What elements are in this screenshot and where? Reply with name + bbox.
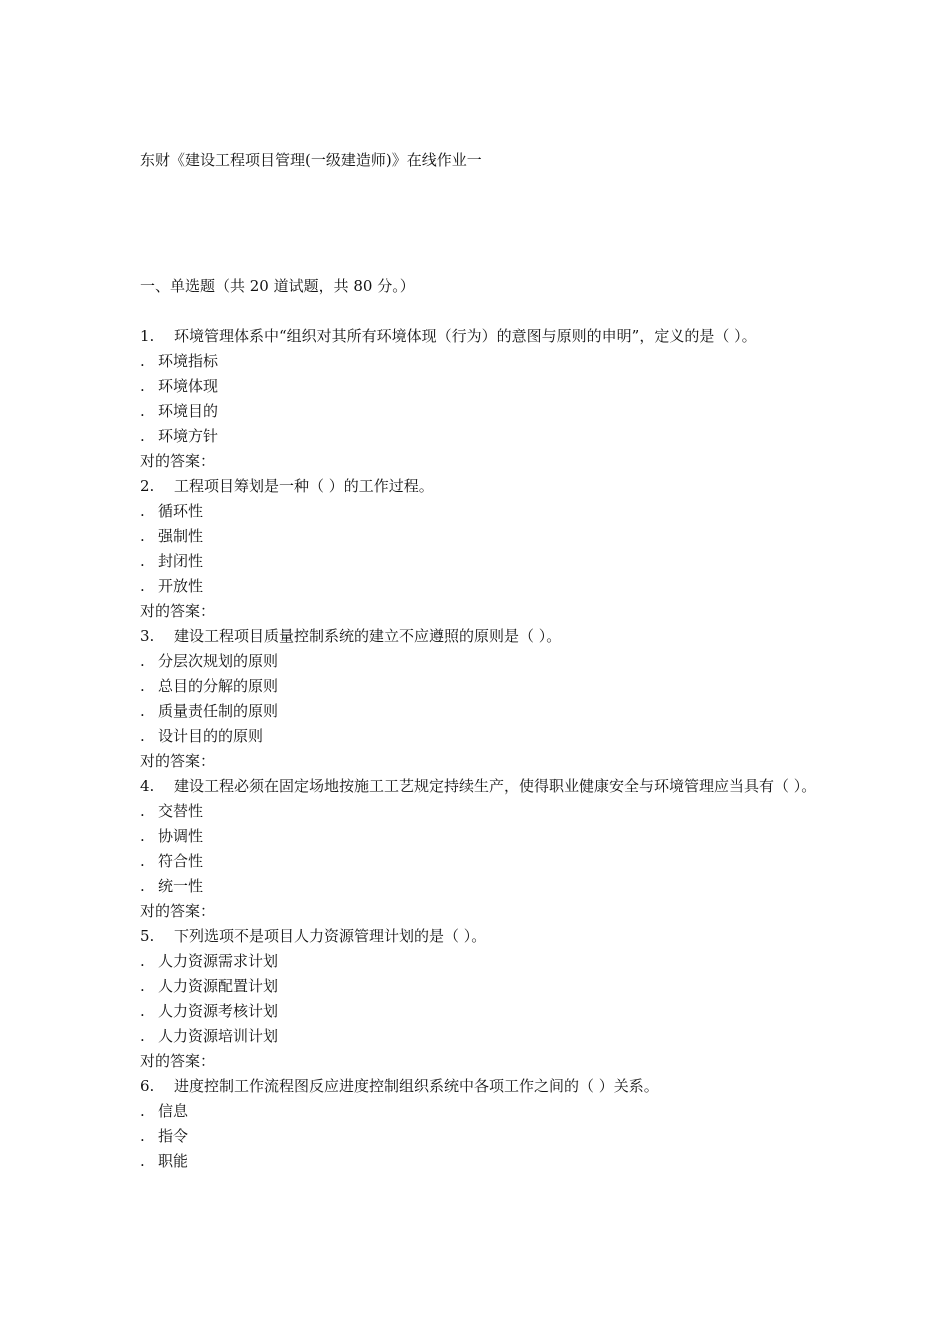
document-page	[140, 0, 820, 1344]
answer-option	[140, 999, 820, 1024]
question-stem	[140, 474, 820, 499]
option-bullet: .	[140, 727, 145, 745]
question-text: 下列选项不是项目人力资源管理计划的是（ ）。	[174, 927, 487, 945]
question-number: 2.	[140, 477, 155, 495]
answer-label: 对的答案：	[140, 452, 216, 470]
question-block	[140, 924, 820, 1074]
answer-option	[140, 799, 820, 824]
option-text: 环境指标	[158, 352, 219, 370]
question-number: 1.	[140, 327, 155, 345]
answer-option	[140, 399, 820, 424]
option-text: 设计目的的原则	[158, 727, 264, 745]
option-bullet: .	[140, 1127, 145, 1145]
answer-option	[140, 1024, 820, 1049]
option-text: 环境方针	[158, 427, 219, 445]
answer-option	[140, 674, 820, 699]
question-number: 3.	[140, 627, 155, 645]
option-bullet: .	[140, 552, 145, 570]
option-text: 质量责任制的原则	[158, 702, 279, 720]
option-text: 指令	[158, 1127, 189, 1145]
option-bullet: .	[140, 827, 145, 845]
answer-option	[140, 649, 820, 674]
option-text: 强制性	[158, 527, 204, 545]
answer-option	[140, 349, 820, 374]
option-text: 人力资源需求计划	[158, 952, 279, 970]
option-text: 符合性	[158, 852, 204, 870]
option-text: 人力资源配置计划	[158, 977, 279, 995]
option-bullet: .	[140, 952, 145, 970]
answer-option	[140, 1099, 820, 1124]
answer-option	[140, 574, 820, 599]
option-text: 封闭性	[158, 552, 204, 570]
option-bullet: .	[140, 527, 145, 545]
question-text: 环境管理体系中“组织对其所有环境体现（行为）的意图与原则的申明”，定义的是（ ）。	[174, 327, 757, 345]
answer-option	[140, 724, 820, 749]
option-text: 协调性	[158, 827, 204, 845]
option-text: 总目的分解的原则	[158, 677, 279, 695]
option-bullet: .	[140, 1027, 145, 1045]
option-bullet: .	[140, 852, 145, 870]
answer-label: 对的答案：	[140, 752, 216, 770]
answer-option	[140, 1124, 820, 1149]
section-heading: 一、单选题（共 20 道试题，共 80 分。）	[140, 277, 415, 295]
option-text: 分层次规划的原则	[158, 652, 279, 670]
question-stem	[140, 924, 820, 949]
document-title: 东财《建设工程项目管理(一级建造师)》在线作业一	[140, 151, 482, 169]
question-block	[140, 324, 820, 474]
option-text: 交替性	[158, 802, 204, 820]
option-bullet: .	[140, 352, 145, 370]
option-bullet: .	[140, 677, 145, 695]
question-stem	[140, 1074, 820, 1099]
option-text: 环境目的	[158, 402, 219, 420]
answer-option	[140, 499, 820, 524]
option-bullet: .	[140, 1002, 145, 1020]
question-block	[140, 774, 820, 924]
question-number: 4.	[140, 777, 155, 795]
answer-option	[140, 974, 820, 999]
answer-option	[140, 1149, 820, 1174]
answer-option	[140, 874, 820, 899]
option-bullet: .	[140, 1102, 145, 1120]
option-text: 人力资源考核计划	[158, 1002, 279, 1020]
option-bullet: .	[140, 427, 145, 445]
question-text: 建设工程必须在固定场地按施工工艺规定持续生产，使得职业健康安全与环境管理应当具有（ ）。	[174, 777, 817, 795]
answer-option	[140, 374, 820, 399]
answer-label: 对的答案：	[140, 1052, 216, 1070]
question-block	[140, 624, 820, 774]
option-text: 信息	[158, 1102, 189, 1120]
question-number: 5.	[140, 927, 155, 945]
question-text: 建设工程项目质量控制系统的建立不应遵照的原则是（ ）。	[174, 627, 562, 645]
option-bullet: .	[140, 502, 145, 520]
answer-option	[140, 824, 820, 849]
question-stem	[140, 324, 820, 349]
question-text: 进度控制工作流程图反应进度控制组织系统中各项工作之间的（ ）关系。	[174, 1077, 659, 1095]
option-bullet: .	[140, 702, 145, 720]
answer-option	[140, 549, 820, 574]
answer-option	[140, 699, 820, 724]
question-block	[140, 1074, 820, 1174]
option-bullet: .	[140, 877, 145, 895]
option-bullet: .	[140, 402, 145, 420]
option-text: 统一性	[158, 877, 204, 895]
question-block	[140, 474, 820, 624]
option-bullet: .	[140, 377, 145, 395]
question-stem	[140, 624, 820, 649]
option-bullet: .	[140, 652, 145, 670]
option-bullet: .	[140, 577, 145, 595]
answer-option	[140, 849, 820, 874]
answer-label: 对的答案：	[140, 902, 216, 920]
option-bullet: .	[140, 802, 145, 820]
option-bullet: .	[140, 1152, 145, 1170]
option-text: 人力资源培训计划	[158, 1027, 279, 1045]
option-text: 环境体现	[158, 377, 219, 395]
answer-option	[140, 424, 820, 449]
question-list	[140, 324, 820, 1174]
question-stem	[140, 774, 820, 799]
option-text: 循环性	[158, 502, 204, 520]
answer-label: 对的答案：	[140, 602, 216, 620]
answer-option	[140, 949, 820, 974]
question-text: 工程项目筹划是一种（ ）的工作过程。	[174, 477, 434, 495]
option-text: 职能	[158, 1152, 189, 1170]
answer-option	[140, 524, 820, 549]
question-number: 6.	[140, 1077, 155, 1095]
option-bullet: .	[140, 977, 145, 995]
option-text: 开放性	[158, 577, 204, 595]
